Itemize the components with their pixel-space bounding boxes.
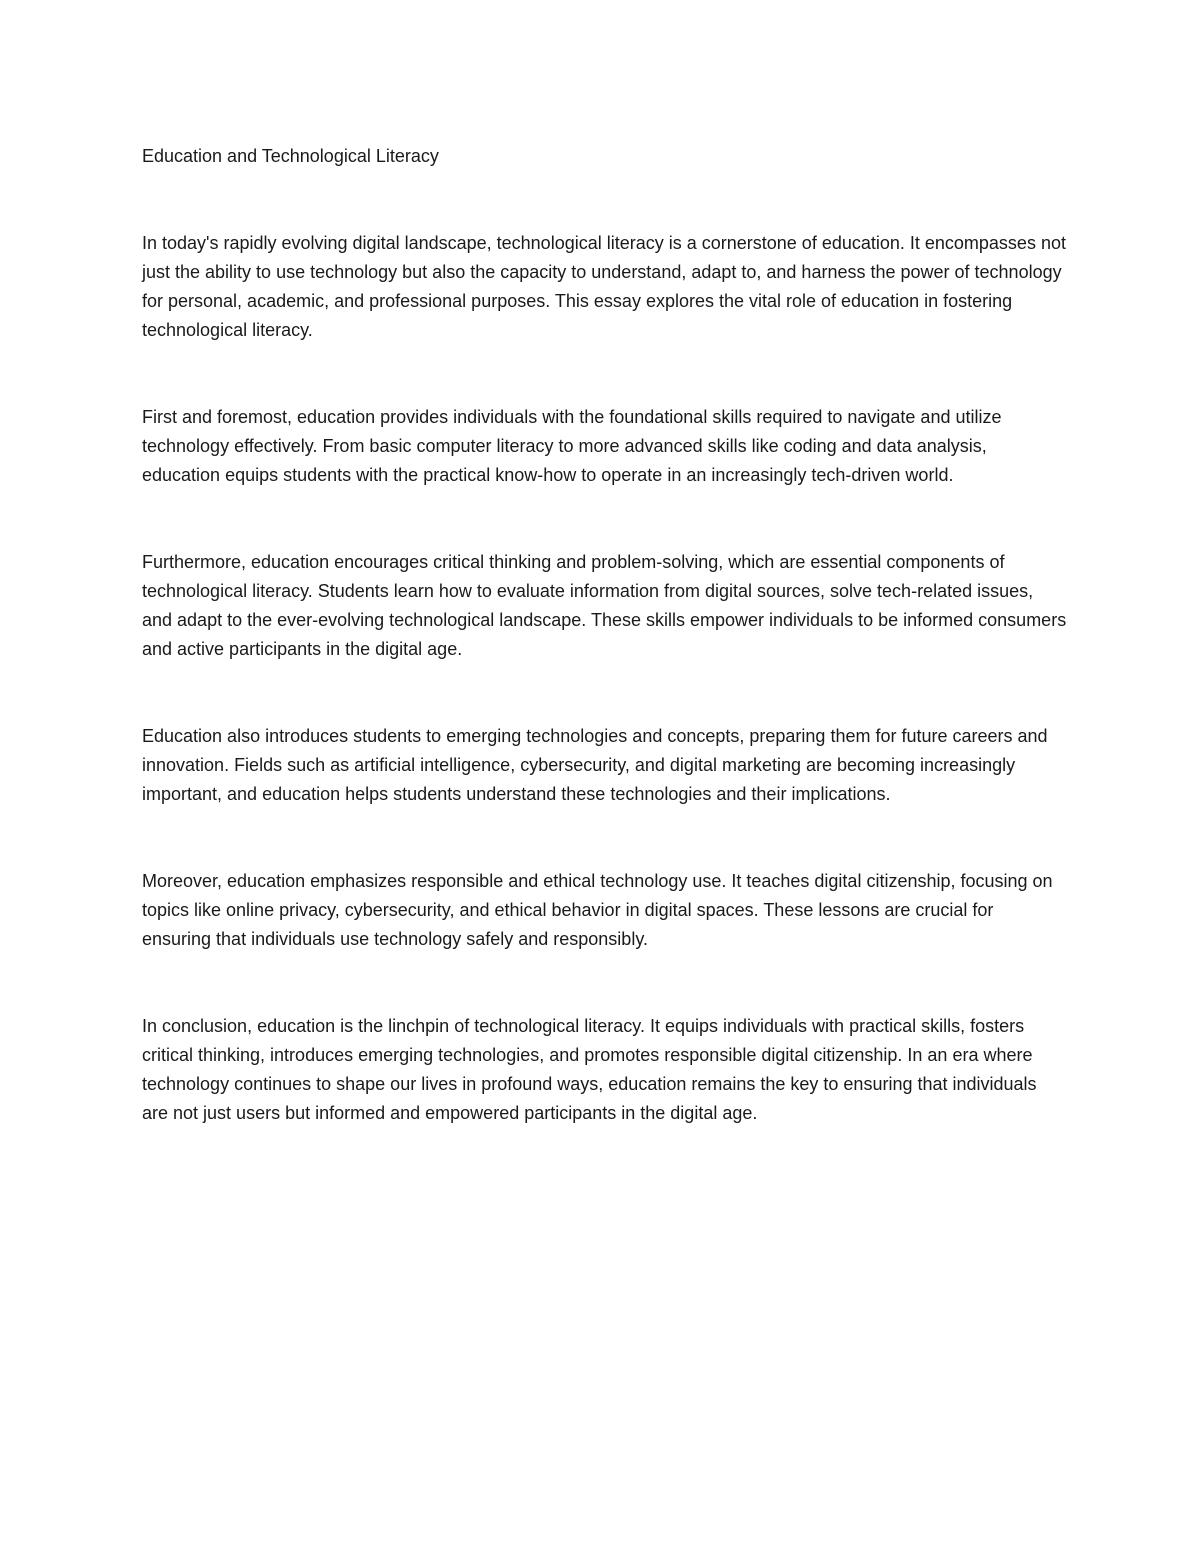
- paragraph-critical-thinking: Furthermore, education encourages critical thinking and problem-solving, which are essential components of technological literacy. Students learn how to evaluate information from digital sources, solve tech-related issues, and adapt to the ever-evolving technological landscape. These skills empower individuals to be informed consumers and active participants in the digital age.: [142, 552, 1067, 659]
- paragraph-emerging-technologies: Education also introduces students to emerging technologies and concepts, preparing them for future careers and innovation. Fields such as artificial intelligence, cybersecurity, and digital marketing are becoming increasingly important, and education helps students understand these technologies and their implications.: [142, 726, 1048, 804]
- paragraph-foundational-skills: First and foremost, education provides individuals with the foundational skills required to navigate and utilize technology effectively. From basic computer literacy to more advanced skills like coding and data analysis, education equips students with the practical know-how to operate in an increasingly tech-driven world.: [142, 407, 1002, 485]
- paragraph-intro: In today's rapidly evolving digital landscape, technological literacy is a cornerstone of education. It encompasses not just the ability to use technology but also the capacity to understand, adapt to, and harness the power of technology for personal, academic, and professional purposes. This essay explores the vital role of education in fostering technological literacy.: [142, 233, 1066, 340]
- document-title: Education and Technological Literacy: [142, 146, 439, 166]
- document-body: [142, 142, 1067, 1186]
- paragraph-ethical-use: Moreover, education emphasizes responsible and ethical technology use. It teaches digital citizenship, focusing on topics like online privacy, cybersecurity, and ethical behavior in digital spaces. These lessons are crucial for ensuring that individuals use technology safely and responsibly.: [142, 871, 1053, 949]
- paragraph-conclusion: In conclusion, education is the linchpin of technological literacy. It equips individuals with practical skills, fosters critical thinking, introduces emerging technologies, and promotes responsible digital citizenship. In an era where technology continues to shape our lives in profound ways, education remains the key to ensuring that individuals are not just users but informed and empowered participants in the digital age.: [142, 1016, 1037, 1123]
